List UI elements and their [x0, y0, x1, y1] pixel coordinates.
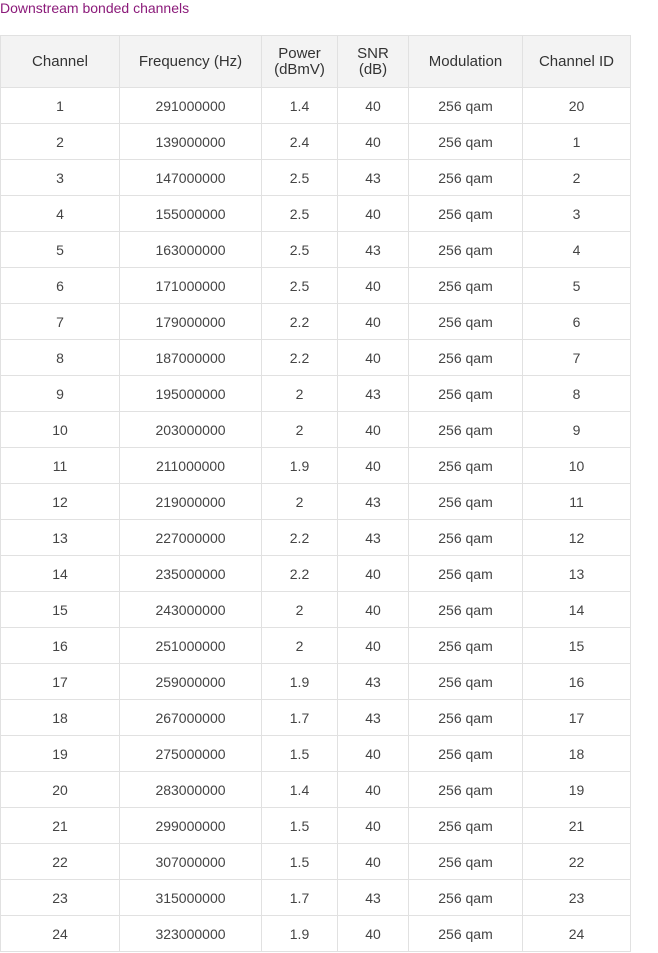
header-snr-line2: (dB) [358, 60, 388, 78]
cell-channel: 24 [1, 916, 120, 952]
cell-power: 2.5 [262, 196, 338, 232]
cell-channel-id: 10 [523, 448, 631, 484]
cell-channel-id: 18 [523, 736, 631, 772]
cell-power: 1.5 [262, 844, 338, 880]
cell-channel-id: 15 [523, 628, 631, 664]
cell-channel-id: 12 [523, 520, 631, 556]
table-row [1, 124, 631, 160]
cell-power: 1.5 [262, 808, 338, 844]
table-row [1, 592, 631, 628]
cell-channel: 7 [1, 304, 120, 340]
cell-power: 1.9 [262, 916, 338, 952]
cell-frequency: 283000000 [120, 772, 262, 808]
cell-snr: 43 [338, 160, 409, 196]
cell-channel-id: 2 [523, 160, 631, 196]
cell-modulation: 256 qam [409, 484, 523, 520]
table-row [1, 628, 631, 664]
header-modulation: Modulation [409, 36, 523, 88]
cell-frequency: 323000000 [120, 916, 262, 952]
cell-modulation: 256 qam [409, 448, 523, 484]
cell-snr: 40 [338, 556, 409, 592]
cell-power: 1.4 [262, 772, 338, 808]
cell-power: 2.2 [262, 340, 338, 376]
table-row [1, 376, 631, 412]
cell-snr: 43 [338, 232, 409, 268]
cell-snr: 40 [338, 844, 409, 880]
cell-channel: 21 [1, 808, 120, 844]
cell-frequency: 203000000 [120, 412, 262, 448]
cell-snr: 43 [338, 664, 409, 700]
cell-channel-id: 1 [523, 124, 631, 160]
cell-snr: 40 [338, 196, 409, 232]
cell-channel: 20 [1, 772, 120, 808]
cell-channel: 2 [1, 124, 120, 160]
header-channel: Channel [1, 36, 120, 88]
cell-power: 2.2 [262, 520, 338, 556]
cell-frequency: 235000000 [120, 556, 262, 592]
cell-modulation: 256 qam [409, 772, 523, 808]
cell-modulation: 256 qam [409, 808, 523, 844]
table-row [1, 700, 631, 736]
cell-channel-id: 23 [523, 880, 631, 916]
cell-snr: 40 [338, 628, 409, 664]
cell-power: 1.5 [262, 736, 338, 772]
cell-power: 1.7 [262, 880, 338, 916]
cell-channel: 6 [1, 268, 120, 304]
cell-channel: 22 [1, 844, 120, 880]
cell-snr: 43 [338, 484, 409, 520]
table-row [1, 520, 631, 556]
table-row [1, 772, 631, 808]
cell-frequency: 163000000 [120, 232, 262, 268]
cell-frequency: 243000000 [120, 592, 262, 628]
cell-frequency: 179000000 [120, 304, 262, 340]
table-row [1, 268, 631, 304]
cell-channel-id: 4 [523, 232, 631, 268]
cell-modulation: 256 qam [409, 556, 523, 592]
header-power-line2: (dBmV) [274, 60, 325, 78]
cell-modulation: 256 qam [409, 520, 523, 556]
cell-channel-id: 3 [523, 196, 631, 232]
cell-channel: 13 [1, 520, 120, 556]
table-row [1, 304, 631, 340]
cell-snr: 40 [338, 772, 409, 808]
cell-power: 2.5 [262, 160, 338, 196]
cell-channel: 10 [1, 412, 120, 448]
cell-channel-id: 6 [523, 304, 631, 340]
cell-snr: 40 [338, 448, 409, 484]
cell-snr: 43 [338, 880, 409, 916]
header-power [262, 36, 338, 88]
table-row [1, 412, 631, 448]
cell-power: 2 [262, 592, 338, 628]
cell-power: 2 [262, 628, 338, 664]
cell-channel: 18 [1, 700, 120, 736]
cell-channel: 5 [1, 232, 120, 268]
table-row [1, 916, 631, 952]
table-row [1, 160, 631, 196]
downstream-channels-table [0, 35, 631, 952]
cell-power: 1.4 [262, 88, 338, 124]
header-power-line1: Power [278, 44, 321, 62]
cell-channel-id: 19 [523, 772, 631, 808]
cell-power: 1.9 [262, 448, 338, 484]
cell-channel: 17 [1, 664, 120, 700]
table-row [1, 196, 631, 232]
cell-channel-id: 11 [523, 484, 631, 520]
cell-modulation: 256 qam [409, 160, 523, 196]
cell-modulation: 256 qam [409, 124, 523, 160]
section-title: Downstream bonded channels [0, 0, 190, 16]
cell-channel: 1 [1, 88, 120, 124]
cell-modulation: 256 qam [409, 304, 523, 340]
cell-frequency: 259000000 [120, 664, 262, 700]
cell-power: 1.9 [262, 664, 338, 700]
cell-snr: 40 [338, 340, 409, 376]
cell-channel: 16 [1, 628, 120, 664]
cell-snr: 43 [338, 376, 409, 412]
cell-modulation: 256 qam [409, 592, 523, 628]
cell-frequency: 139000000 [120, 124, 262, 160]
cell-snr: 40 [338, 412, 409, 448]
cell-frequency: 211000000 [120, 448, 262, 484]
cell-modulation: 256 qam [409, 88, 523, 124]
cell-modulation: 256 qam [409, 664, 523, 700]
cell-frequency: 267000000 [120, 700, 262, 736]
cell-modulation: 256 qam [409, 376, 523, 412]
table-row [1, 808, 631, 844]
cell-frequency: 195000000 [120, 376, 262, 412]
cell-power: 2.5 [262, 268, 338, 304]
cell-frequency: 155000000 [120, 196, 262, 232]
table-header [1, 36, 631, 88]
cell-snr: 40 [338, 304, 409, 340]
cell-modulation: 256 qam [409, 340, 523, 376]
cell-channel: 4 [1, 196, 120, 232]
header-channel-id: Channel ID [523, 36, 631, 88]
table-row [1, 736, 631, 772]
header-row [1, 36, 631, 88]
cell-frequency: 299000000 [120, 808, 262, 844]
cell-channel: 8 [1, 340, 120, 376]
cell-frequency: 275000000 [120, 736, 262, 772]
cell-snr: 40 [338, 736, 409, 772]
cell-snr: 40 [338, 916, 409, 952]
cell-snr: 40 [338, 592, 409, 628]
cell-channel-id: 14 [523, 592, 631, 628]
cell-channel: 3 [1, 160, 120, 196]
table-row [1, 88, 631, 124]
table-row [1, 484, 631, 520]
cell-channel-id: 21 [523, 808, 631, 844]
cell-power: 2.5 [262, 232, 338, 268]
cell-modulation: 256 qam [409, 268, 523, 304]
header-snr-line1: SNR [357, 44, 389, 62]
cell-channel-id: 9 [523, 412, 631, 448]
cell-frequency: 251000000 [120, 628, 262, 664]
cell-channel-id: 20 [523, 88, 631, 124]
cell-channel: 19 [1, 736, 120, 772]
cell-snr: 40 [338, 808, 409, 844]
cell-power: 2.2 [262, 556, 338, 592]
cell-channel: 14 [1, 556, 120, 592]
table-row [1, 556, 631, 592]
cell-snr: 43 [338, 520, 409, 556]
cell-channel-id: 22 [523, 844, 631, 880]
table-row [1, 880, 631, 916]
cell-power: 2.2 [262, 304, 338, 340]
cell-frequency: 219000000 [120, 484, 262, 520]
cell-frequency: 315000000 [120, 880, 262, 916]
cell-snr: 40 [338, 268, 409, 304]
cell-frequency: 187000000 [120, 340, 262, 376]
cell-modulation: 256 qam [409, 736, 523, 772]
cell-modulation: 256 qam [409, 880, 523, 916]
table-row [1, 844, 631, 880]
cell-channel: 12 [1, 484, 120, 520]
table-row [1, 340, 631, 376]
table-row [1, 232, 631, 268]
cell-channel-id: 7 [523, 340, 631, 376]
cell-channel-id: 13 [523, 556, 631, 592]
cell-channel: 23 [1, 880, 120, 916]
cell-channel-id: 5 [523, 268, 631, 304]
cell-power: 2 [262, 412, 338, 448]
cell-channel-id: 16 [523, 664, 631, 700]
table-row [1, 664, 631, 700]
cell-modulation: 256 qam [409, 628, 523, 664]
cell-power: 2.4 [262, 124, 338, 160]
cell-modulation: 256 qam [409, 412, 523, 448]
cell-frequency: 171000000 [120, 268, 262, 304]
table-body [1, 88, 631, 952]
cell-modulation: 256 qam [409, 232, 523, 268]
cell-channel: 15 [1, 592, 120, 628]
cell-modulation: 256 qam [409, 196, 523, 232]
cell-frequency: 147000000 [120, 160, 262, 196]
cell-channel-id: 24 [523, 916, 631, 952]
cell-snr: 40 [338, 88, 409, 124]
cell-channel-id: 8 [523, 376, 631, 412]
table-row [1, 448, 631, 484]
cell-snr: 40 [338, 124, 409, 160]
header-frequency: Frequency (Hz) [120, 36, 262, 88]
cell-frequency: 227000000 [120, 520, 262, 556]
cell-modulation: 256 qam [409, 700, 523, 736]
cell-power: 2 [262, 376, 338, 412]
cell-power: 1.7 [262, 700, 338, 736]
cell-modulation: 256 qam [409, 844, 523, 880]
cell-modulation: 256 qam [409, 916, 523, 952]
cell-channel-id: 17 [523, 700, 631, 736]
cell-channel: 11 [1, 448, 120, 484]
cell-frequency: 307000000 [120, 844, 262, 880]
cell-frequency: 291000000 [120, 88, 262, 124]
cell-snr: 43 [338, 700, 409, 736]
header-snr [338, 36, 409, 88]
cell-power: 2 [262, 484, 338, 520]
cell-channel: 9 [1, 376, 120, 412]
